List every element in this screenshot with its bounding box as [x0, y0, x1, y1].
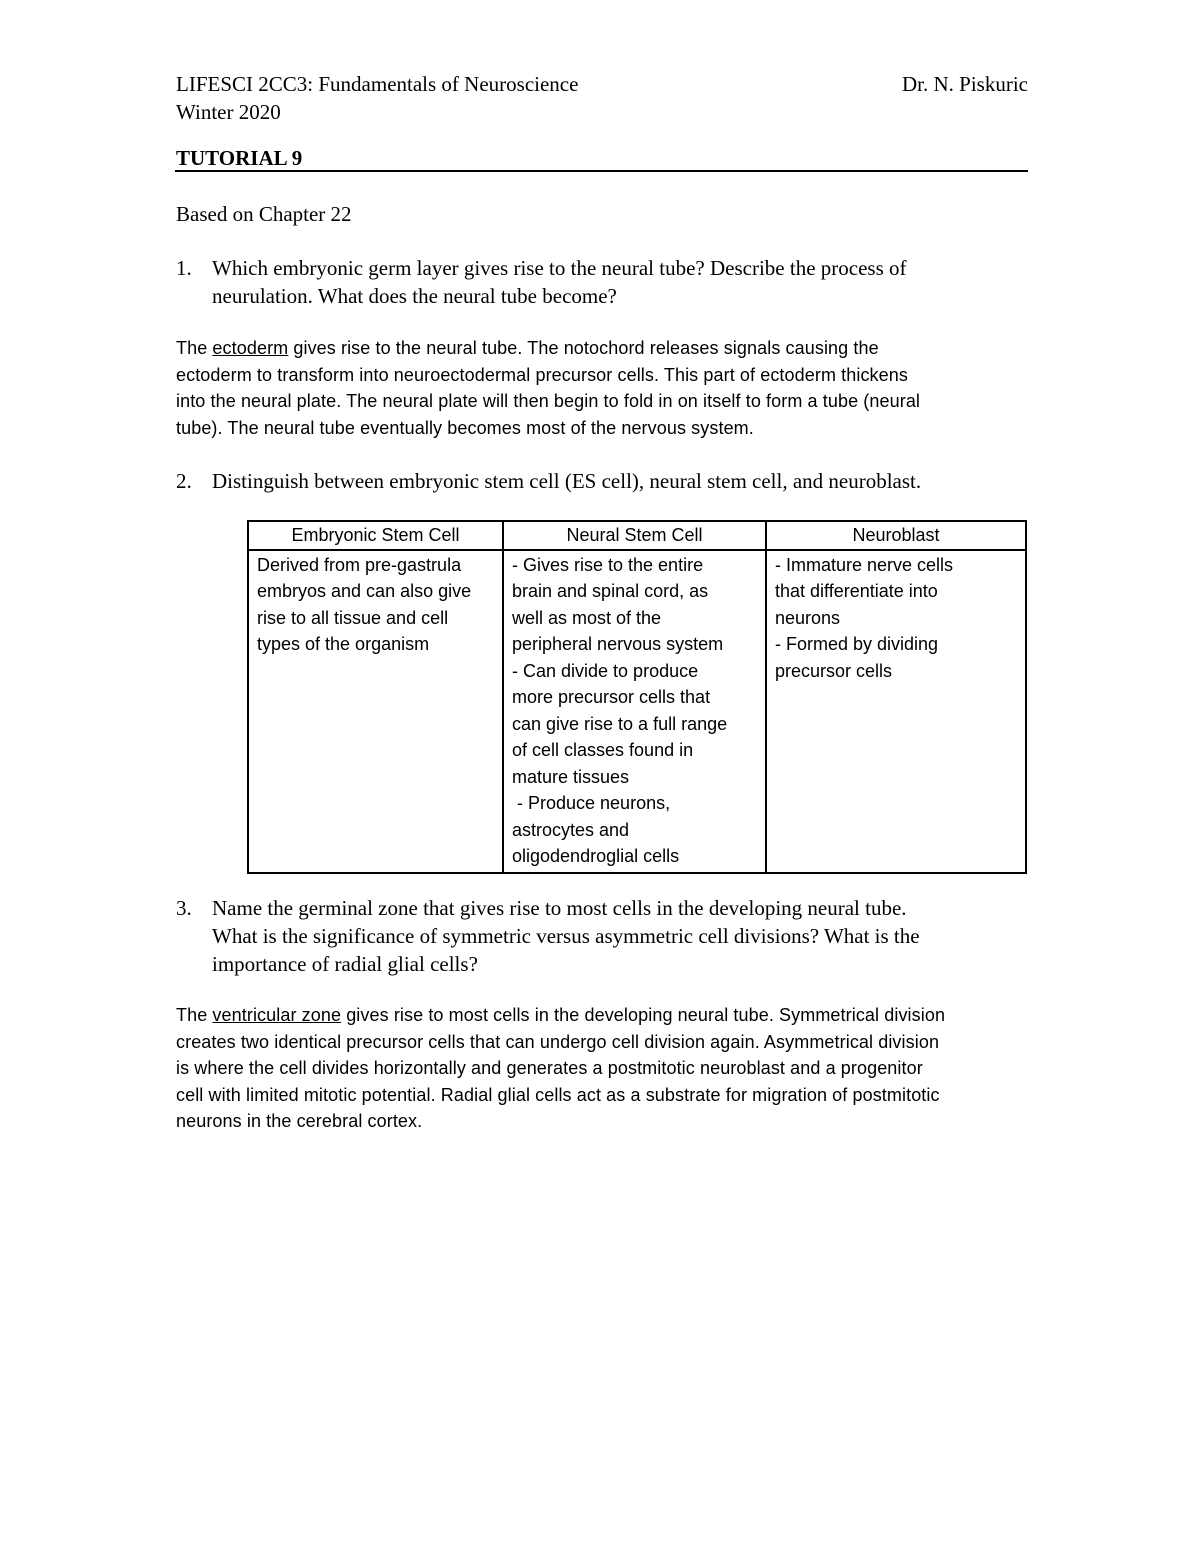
underlined-term: ventricular zone: [212, 1005, 342, 1025]
cell-line: mature tissues: [512, 766, 630, 787]
question-number: 2.: [176, 469, 192, 493]
cell-line: - Gives rise to the entire: [512, 554, 704, 575]
question-line: neurulation. What does the neural tube become?: [212, 284, 617, 308]
comparison-table: [247, 520, 1027, 874]
answer-1: [176, 335, 1036, 441]
cell-line: peripheral nervous system: [512, 634, 724, 654]
answer-3: [176, 1002, 1036, 1135]
cell-line: types of the organism: [257, 634, 430, 654]
table-header: Embryonic Stem Cell: [248, 521, 503, 550]
table-cell-neuroblast: [766, 550, 1026, 873]
header-row: [176, 70, 1028, 98]
cell-line: oligodendroglial cells: [512, 846, 680, 866]
answer-text: The: [176, 338, 213, 358]
answer-text: gives rise to the neural tube. The notochord releases signals causing the: [288, 338, 879, 358]
instructor-name: Dr. N. Piskuric: [902, 72, 1028, 96]
course-title: LIFESCI 2CC3: Fundamentals of Neuroscience: [176, 72, 579, 96]
question-3: [176, 894, 1016, 978]
answer-line: neurons in the cerebral cortex.: [176, 1111, 423, 1131]
page-title: TUTORIAL 9: [176, 146, 303, 170]
table-header: Neural Stem Cell: [503, 521, 766, 550]
answer-text: gives rise to most cells in the developing neural tube. Symmetrical division: [341, 1005, 946, 1025]
term: Winter 2020: [176, 100, 281, 124]
answer-line: creates two identical precursor cells that can undergo cell division again. Asymmetrical division: [176, 1031, 940, 1052]
cell-line: of cell classes found in: [512, 740, 694, 760]
table-header-row: [248, 521, 1026, 550]
answer-line: tube). The neural tube eventually becomes most of the nervous system.: [176, 417, 754, 438]
cell-line: - Immature nerve cells: [775, 554, 954, 575]
cell-line: - Formed by dividing: [775, 634, 939, 654]
title-divider: [175, 170, 1028, 172]
cell-line: more precursor cells that: [512, 687, 711, 707]
answer-text: The: [176, 1005, 213, 1025]
answer-line: cell with limited mitotic potential. Radial glial cells act as a substrate for migration of postmitotic: [176, 1084, 940, 1105]
underlined-term: ectoderm: [212, 338, 289, 358]
cell-line: - Can divide to produce: [512, 660, 699, 681]
table-row: [248, 550, 1026, 873]
chapter-reference: Based on Chapter 22: [176, 202, 352, 226]
table-cell-neural-stem-cell: [503, 550, 766, 873]
question-line: importance of radial glial cells?: [212, 952, 478, 976]
cell-line: astrocytes and: [512, 819, 630, 840]
question-line: Name the germinal zone that gives rise to most cells in the developing neural tube.: [212, 896, 907, 920]
cell-line: precursor cells: [775, 660, 893, 681]
table-cell-embryonic-stem-cell: [248, 550, 503, 873]
cell-line: - Produce neurons,: [512, 793, 671, 813]
answer-line: ectoderm to transform into neuroectodermal precursor cells. This part of ectoderm thickens: [176, 364, 908, 385]
cell-line: well as most of the: [512, 607, 662, 628]
table-header: Neuroblast: [766, 521, 1026, 550]
question-number: 3.: [176, 896, 192, 920]
cell-line: can give rise to a full range: [512, 713, 728, 734]
cell-line: rise to all tissue and cell: [257, 607, 449, 628]
cell-line: embryos and can also give: [257, 581, 472, 601]
question-2: [176, 467, 1016, 495]
question-line: What is the significance of symmetric versus asymmetric cell divisions? What is the: [212, 924, 920, 948]
answer-line: is where the cell divides horizontally and generates a postmitotic neuroblast and a progenitor: [176, 1058, 923, 1078]
question-line: Which embryonic germ layer gives rise to the neural tube? Describe the process of: [212, 256, 907, 280]
cell-line: that differentiate into: [775, 581, 938, 601]
cell-line: brain and spinal cord, as: [512, 581, 709, 601]
answer-line: into the neural plate. The neural plate will then begin to fold in on itself to form a tube (neural: [176, 391, 921, 411]
cell-line: Derived from pre-gastrula: [257, 554, 462, 575]
question-1: [176, 254, 1016, 310]
question-line: Distinguish between embryonic stem cell (ES cell), neural stem cell, and neuroblast.: [212, 469, 922, 493]
cell-line: neurons: [775, 607, 841, 628]
question-number: 1.: [176, 256, 192, 280]
